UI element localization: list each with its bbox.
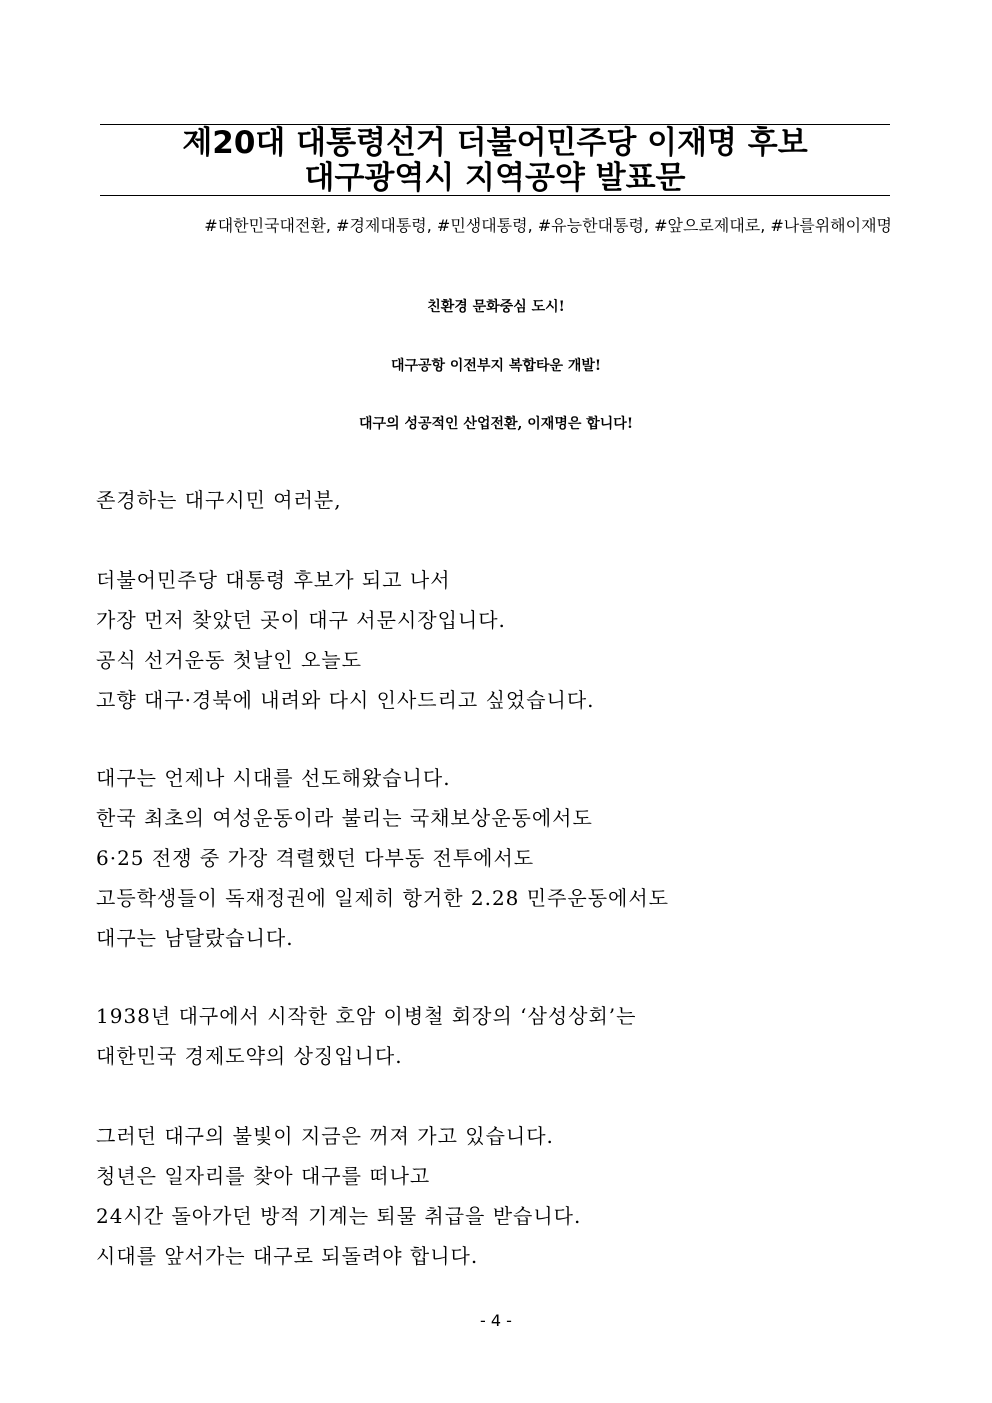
paragraph-2-line-1: 대구는 언제나 시대를 선도해왔습니다. <box>96 766 451 790</box>
page-number: - 4 - <box>480 1311 512 1330</box>
slogan-line-3: 대구의 성공적인 산업전환, 이재명은 합니다! <box>359 416 633 432</box>
paragraph-2-line-4: 고등학생들이 독재정권에 일제히 항거한 2.28 민주운동에서도 <box>96 886 669 910</box>
paragraph-4-line-3: 24시간 돌아가던 방적 기계는 퇴물 취급을 받습니다. <box>96 1204 582 1228</box>
paragraph-4-line-2: 청년은 일자리를 찾아 대구를 떠나고 <box>96 1164 431 1188</box>
document-title-line-1: 제20대 대통령선거 더불어민주당 이재명 후보 <box>182 125 808 161</box>
paragraph-2-line-3: 6·25 전쟁 중 가장 격렬했던 다부동 전투에서도 <box>96 846 535 870</box>
slogan-line-1: 친환경 문화중심 도시! <box>427 299 565 315</box>
slogan-line-2: 대구공항 이전부지 복합타운 개발! <box>390 358 602 374</box>
greeting: 존경하는 대구시민 여러분, <box>96 488 342 512</box>
paragraph-1-line-4: 고향 대구·경북에 내려와 다시 인사드리고 싶었습니다. <box>96 688 595 712</box>
paragraph-3-line-2: 대한민국 경제도약의 상징입니다. <box>96 1044 403 1068</box>
paragraph-1-line-3: 공식 선거운동 첫날인 오늘도 <box>96 648 362 672</box>
paragraph-4-line-1: 그러던 대구의 불빛이 지금은 꺼져 가고 있습니다. <box>96 1124 554 1148</box>
paragraph-1-line-1: 더불어민주당 대통령 후보가 되고 나서 <box>96 568 451 592</box>
document-header <box>100 124 890 196</box>
hashtag-line: #대한민국대전환, #경제대통령, #민생대통령, #유능한대통령, #앞으로제대로, #나를위해이재명 <box>204 216 892 235</box>
document-title-line-2: 대구광역시 지역공약 발표문 <box>304 160 686 196</box>
paragraph-3-line-1: 1938년 대구에서 시작한 호암 이병철 회장의 ‘삼성상회’는 <box>96 1004 637 1028</box>
paragraph-2-line-5: 대구는 남달랐습니다. <box>96 926 294 950</box>
paragraph-2-line-2: 한국 최초의 여성운동이라 불리는 국채보상운동에서도 <box>96 806 593 830</box>
paragraph-1-line-2: 가장 먼저 찾았던 곳이 대구 서문시장입니다. <box>96 608 506 632</box>
paragraph-4-line-4: 시대를 앞서가는 대구로 되돌려야 합니다. <box>96 1244 479 1268</box>
